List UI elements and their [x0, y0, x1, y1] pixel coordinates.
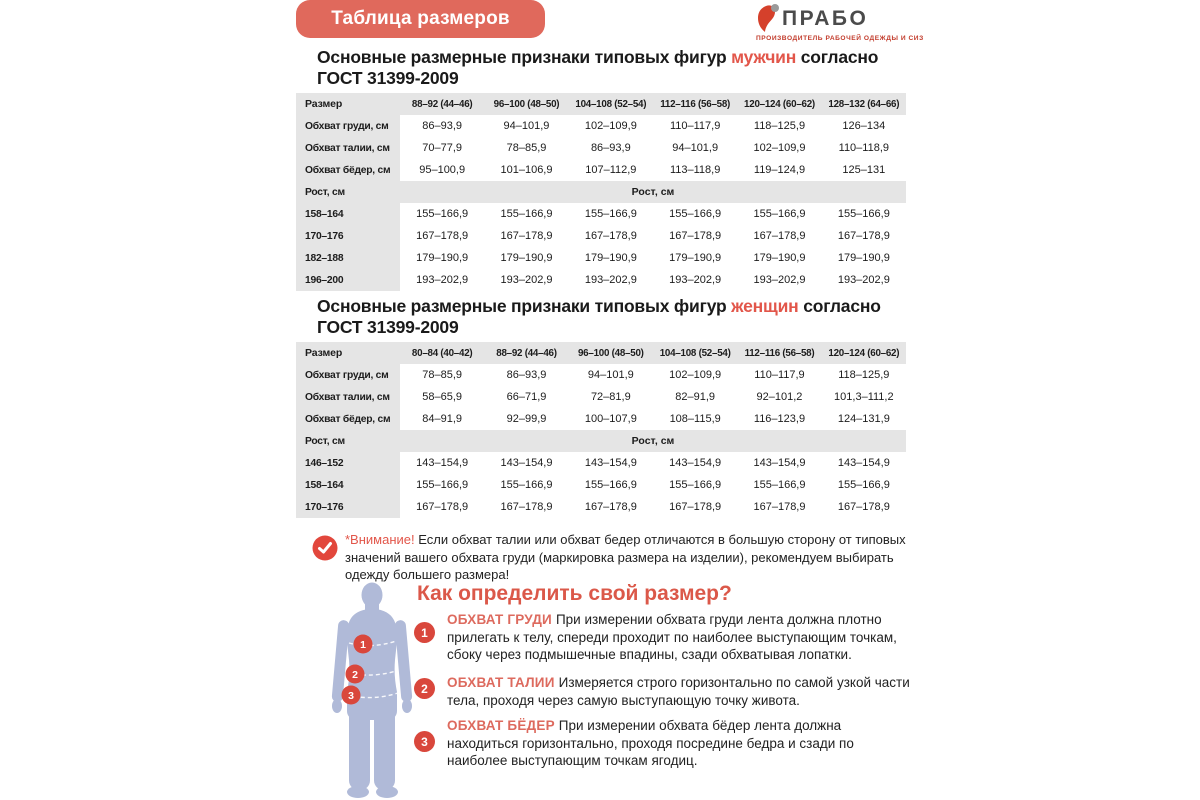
table-cell: 96–100 (48–50)	[484, 93, 568, 115]
table-cell: 155–166,9	[653, 474, 737, 496]
table-cell: 143–154,9	[484, 452, 568, 474]
table-cell: 82–91,9	[653, 386, 737, 408]
table-cell: 193–202,9	[400, 269, 484, 291]
table-cell: 78–85,9	[484, 137, 568, 159]
table-cell: 107–112,9	[569, 159, 653, 181]
table-cell: 80–84 (40–42)	[400, 342, 484, 364]
table-cell: 179–190,9	[653, 247, 737, 269]
table-cell: 94–101,9	[653, 137, 737, 159]
table-cell: 120–124 (60–62)	[822, 342, 906, 364]
attention-note	[345, 531, 911, 584]
table-cell: 158–164	[296, 203, 400, 225]
table-cell: 92–101,2	[737, 386, 821, 408]
table-cell: 155–166,9	[822, 203, 906, 225]
table-cell: 86–93,9	[569, 137, 653, 159]
table-cell: 179–190,9	[822, 247, 906, 269]
item-text: При измерении обхвата груди лента должна плотно прилегать к телу, спереди проходит по наиболее выступающим точкам, сбоку через подмышечные впадины, сзади обхватывая лопатки.	[447, 612, 897, 662]
table-cell: 120–124 (60–62)	[737, 93, 821, 115]
table-cell: 92–99,9	[484, 408, 568, 430]
table-cell: 193–202,9	[569, 269, 653, 291]
table-cell: 193–202,9	[653, 269, 737, 291]
table-cell: 84–91,9	[400, 408, 484, 430]
table-cell: 104–108 (52–54)	[653, 342, 737, 364]
table-cell: 170–176	[296, 496, 400, 518]
item-text: Измеряется строго горизонтально по самой узкой части тела, проходя через самую выступающую точку живота.	[447, 675, 910, 708]
table-cell: 108–115,9	[653, 408, 737, 430]
table-cell: 155–166,9	[569, 474, 653, 496]
table-cell: 128–132 (64–66)	[822, 93, 906, 115]
check-icon	[312, 535, 338, 561]
table-cell: Обхват бёдер, см	[296, 408, 400, 430]
table-cell: 167–178,9	[400, 225, 484, 247]
table-cell: Обхват груди, см	[296, 364, 400, 386]
table-cell: 170–176	[296, 225, 400, 247]
table-cell: 167–178,9	[737, 496, 821, 518]
table-cell: 155–166,9	[400, 203, 484, 225]
item-heading: ОБХВАТ ГРУДИ	[447, 612, 552, 627]
women-title-gost: ГОСТ 31399-2009	[317, 317, 459, 337]
table-cell: 182–188	[296, 247, 400, 269]
table-cell: 167–178,9	[484, 225, 568, 247]
item-heading: ОБХВАТ БЁДЕР	[447, 718, 555, 733]
table-cell: 101,3–111,2	[822, 386, 906, 408]
item-number-badge: 1	[414, 622, 435, 643]
women-section-title	[317, 296, 897, 338]
table-cell: 143–154,9	[653, 452, 737, 474]
table-cell: 101–106,9	[484, 159, 568, 181]
table-cell: 193–202,9	[737, 269, 821, 291]
women-title-highlight: женщин	[731, 296, 799, 316]
table-cell: 94–101,9	[484, 115, 568, 137]
table-cell: 110–118,9	[822, 137, 906, 159]
table-cell: Обхват бёдер, см	[296, 159, 400, 181]
table-cell: 95–100,9	[400, 159, 484, 181]
table-cell: 72–81,9	[569, 386, 653, 408]
attention-note-text: Если обхват талии или обхват бедер отличаются в большую сторону от типовых значений вашего обхвата груди (маркировка размера на изделии), рекомендуем выбирать одежду большего размера!	[345, 532, 906, 582]
table-cell: 155–166,9	[400, 474, 484, 496]
brand-tagline: ПРОИЗВОДИТЕЛЬ РАБОЧЕЙ ОДЕЖДЫ И СИЗ	[756, 35, 924, 42]
table-cell: Обхват талии, см	[296, 137, 400, 159]
table-cell: 113–118,9	[653, 159, 737, 181]
table-cell: Рост, см	[400, 181, 906, 203]
table-cell: 155–166,9	[569, 203, 653, 225]
men-section-title	[317, 47, 897, 89]
item-text: При измерении обхвата бёдер лента должна находиться горизонтально, проходя посредине бедра и сзади по наиболее выступающим точкам ягодиц.	[447, 718, 854, 768]
body-marker-2: 2	[352, 669, 358, 681]
guide-item-chest	[447, 611, 911, 664]
table-cell: 112–116 (56–58)	[653, 93, 737, 115]
table-cell: 155–166,9	[653, 203, 737, 225]
table-cell: 179–190,9	[737, 247, 821, 269]
table-cell: 104–108 (52–54)	[569, 93, 653, 115]
item-number-badge: 2	[414, 678, 435, 699]
table-cell: 143–154,9	[569, 452, 653, 474]
table-cell: 100–107,9	[569, 408, 653, 430]
table-cell: 155–166,9	[822, 474, 906, 496]
table-cell: Рост, см	[400, 430, 906, 452]
table-cell: 96–100 (48–50)	[569, 342, 653, 364]
table-cell: 119–124,9	[737, 159, 821, 181]
guide-title: Как определить свой размер?	[417, 582, 732, 605]
table-cell: 143–154,9	[822, 452, 906, 474]
item-number-badge: 3	[414, 731, 435, 752]
table-cell: 88–92 (44–46)	[400, 93, 484, 115]
brand-flame-icon	[756, 3, 782, 33]
table-cell: 179–190,9	[569, 247, 653, 269]
table-cell: 94–101,9	[569, 364, 653, 386]
table-cell: Обхват груди, см	[296, 115, 400, 137]
table-cell: 146–152	[296, 452, 400, 474]
table-cell: Обхват талии, см	[296, 386, 400, 408]
table-cell: 125–131	[822, 159, 906, 181]
attention-note-highlight: *Внимание!	[345, 532, 415, 547]
body-marker-3: 3	[348, 690, 354, 702]
table-cell: 118–125,9	[822, 364, 906, 386]
men-title-highlight: мужчин	[731, 47, 797, 67]
table-cell: 86–93,9	[400, 115, 484, 137]
table-cell: 193–202,9	[484, 269, 568, 291]
table-cell: 143–154,9	[400, 452, 484, 474]
table-cell: 155–166,9	[737, 474, 821, 496]
table-cell: 158–164	[296, 474, 400, 496]
table-cell: 112–116 (56–58)	[737, 342, 821, 364]
table-cell: 167–178,9	[569, 496, 653, 518]
table-cell: 196–200	[296, 269, 400, 291]
table-cell: 102–109,9	[569, 115, 653, 137]
table-cell: 143–154,9	[737, 452, 821, 474]
guide-item-hips	[447, 717, 911, 770]
table-cell: 110–117,9	[737, 364, 821, 386]
table-cell: Рост, см	[296, 181, 400, 203]
men-title-gost: ГОСТ 31399-2009	[317, 68, 459, 88]
table-cell: 126–134	[822, 115, 906, 137]
item-heading: ОБХВАТ ТАЛИИ	[447, 675, 555, 690]
table-cell: 167–178,9	[569, 225, 653, 247]
table-cell: 179–190,9	[400, 247, 484, 269]
men-size-table	[296, 93, 906, 291]
table-cell: 193–202,9	[822, 269, 906, 291]
table-cell: 167–178,9	[653, 496, 737, 518]
table-cell: 116–123,9	[737, 408, 821, 430]
table-cell: 70–77,9	[400, 137, 484, 159]
men-title-post: согласно	[796, 47, 879, 67]
table-cell: 78–85,9	[400, 364, 484, 386]
table-cell: 167–178,9	[822, 496, 906, 518]
women-title-post: согласно	[798, 296, 881, 316]
men-title-pre: Основные размерные признаки типовых фигур	[317, 47, 732, 67]
brand-name: ПРАБО	[782, 7, 869, 30]
table-cell: 167–178,9	[484, 496, 568, 518]
table-cell: 102–109,9	[737, 137, 821, 159]
table-cell: 88–92 (44–46)	[484, 342, 568, 364]
table-cell: 167–178,9	[653, 225, 737, 247]
table-cell: 167–178,9	[822, 225, 906, 247]
table-cell: 58–65,9	[400, 386, 484, 408]
table-cell: Размер	[296, 93, 400, 115]
guide-item-waist	[447, 674, 911, 709]
brand-logo	[756, 3, 924, 45]
table-cell: 155–166,9	[737, 203, 821, 225]
table-cell: 102–109,9	[653, 364, 737, 386]
table-cell: 179–190,9	[484, 247, 568, 269]
table-cell: 124–131,9	[822, 408, 906, 430]
table-cell: 155–166,9	[484, 203, 568, 225]
women-title-pre: Основные размерные признаки типовых фигур	[317, 296, 732, 316]
table-cell: Размер	[296, 342, 400, 364]
body-marker-1: 1	[360, 639, 366, 651]
table-cell: Рост, см	[296, 430, 400, 452]
table-cell: 118–125,9	[737, 115, 821, 137]
table-cell: 110–117,9	[653, 115, 737, 137]
size-chart-badge: Таблица размеров	[296, 0, 545, 38]
table-cell: 66–71,9	[484, 386, 568, 408]
table-cell: 155–166,9	[484, 474, 568, 496]
table-cell: 86–93,9	[484, 364, 568, 386]
table-cell: 167–178,9	[400, 496, 484, 518]
women-size-table	[296, 342, 906, 518]
table-cell: 167–178,9	[737, 225, 821, 247]
